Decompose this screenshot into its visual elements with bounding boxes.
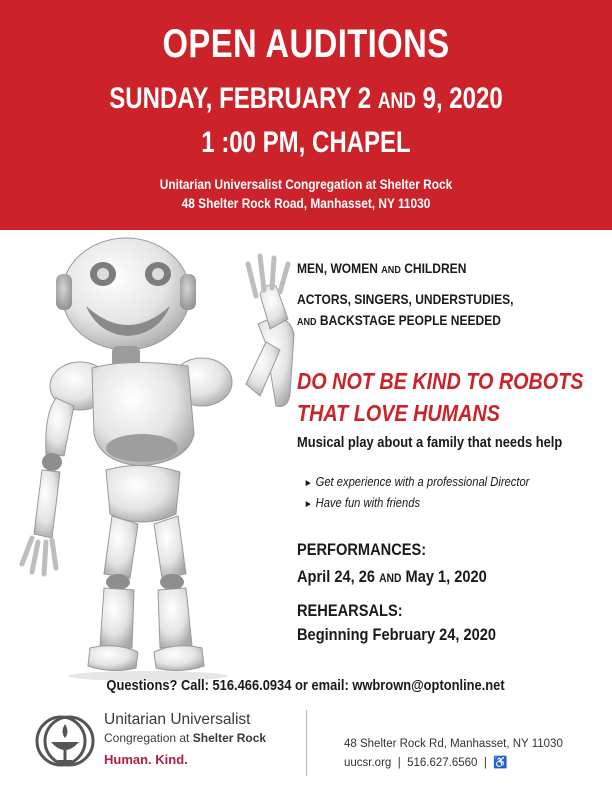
footer-divider <box>306 710 307 776</box>
footer-congregation-b: Shelter Rock <box>192 731 267 745</box>
robot-illustration <box>8 234 298 684</box>
roles-and: AND <box>297 316 317 328</box>
rehearsals-heading: REHEARSALS: <box>297 601 403 620</box>
bullet-text-1: Get experience with a professional Director <box>315 474 530 489</box>
footer-phone: 516.627.6560 <box>407 757 478 769</box>
contact-line <box>0 677 612 694</box>
performances-and: AND <box>379 571 402 585</box>
performances-b: May 1, 2020 <box>405 567 487 586</box>
bullet-item-1 <box>304 474 571 489</box>
footer-congregation <box>104 731 266 745</box>
header-org-address: 48 Shelter Rock Road, Manhasset, NY 11030 <box>181 196 431 211</box>
bullet-item-2 <box>304 495 571 510</box>
performances-a: April 24, 26 <box>297 567 376 586</box>
roles-line-2 <box>297 312 564 328</box>
separator: | <box>394 757 404 769</box>
footer-congregation-a: Congregation at <box>104 731 190 745</box>
roles-needed: BACKSTAGE PEOPLE NEEDED <box>319 312 501 328</box>
event-date <box>61 82 551 116</box>
footer-address: 48 Shelter Rock Rd, Manhasset, NY 11030 <box>344 738 563 750</box>
performances-dates <box>297 567 564 587</box>
bullet-text-2: Have fun with friends <box>315 495 421 510</box>
date-tail: 9, 2020 <box>422 82 503 115</box>
header-banner <box>0 0 612 230</box>
footer-org-name: Unitarian Universalist <box>104 711 251 728</box>
event-time: 1 :00 PM, CHAPEL <box>201 126 411 159</box>
who-and: AND <box>381 264 401 276</box>
footer-contact <box>344 755 508 769</box>
date-main: SUNDAY, FEBRUARY 2 <box>109 82 372 115</box>
header-org-name: Unitarian Universalist Congregation at Shelter Rock <box>159 177 453 192</box>
roles-line-1: ACTORS, SINGERS, UNDERSTUDIES, <box>297 291 514 307</box>
event-title: OPEN AUDITIONS <box>162 22 450 66</box>
contact-text: Questions? Call: 516.466.0934 or email: wwbrown@optonline.net <box>106 677 506 694</box>
who-b: CHILDREN <box>404 260 467 276</box>
date-and: AND <box>377 88 416 113</box>
tagline-line-1: DO NOT BE KIND TO ROBOTS <box>297 368 584 394</box>
bullet-arrow-icon: ► <box>304 499 313 510</box>
chalice-logo-icon <box>34 710 96 772</box>
audience-line <box>297 260 564 276</box>
bullet-arrow-icon: ► <box>304 478 313 489</box>
who-a: MEN, WOMEN <box>297 260 378 276</box>
footer-website-link[interactable]: uucsr.org <box>344 757 392 769</box>
separator: | <box>480 757 491 769</box>
wheelchair-icon: ♿ <box>493 757 508 769</box>
footer-slogan: Human. Kind. <box>104 752 188 767</box>
tagline-line-2: THAT LOVE HUMANS <box>297 400 500 426</box>
rehearsals-start: Beginning February 24, 2020 <box>297 625 497 644</box>
performances-heading: PERFORMANCES: <box>297 540 427 559</box>
show-description: Musical play about a family that needs help <box>297 434 563 451</box>
